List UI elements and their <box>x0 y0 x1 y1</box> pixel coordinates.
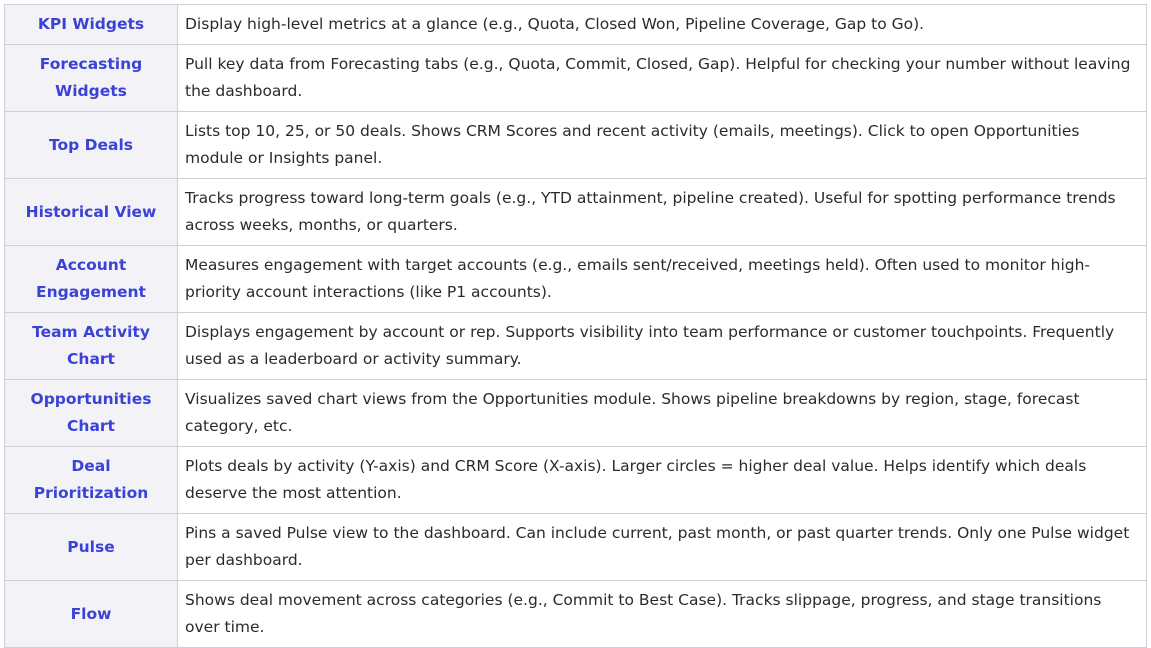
widget-description-cell: Displays engagement by account or rep. Supports visibility into team performance or customer touchpoints. Frequently used as a leaderboard or activity summary. <box>178 313 1147 380</box>
widget-name-cell: Forecasting Widgets <box>5 45 178 112</box>
widget-description-cell: Pins a saved Pulse view to the dashboard. Can include current, past month, or past quarter trends. Only one Pulse widget per dashboard. <box>178 514 1147 581</box>
table-row <box>5 380 1147 447</box>
widget-name-cell: Historical View <box>5 179 178 246</box>
table-row <box>5 447 1147 514</box>
table-row <box>5 514 1147 581</box>
widget-name-cell: Top Deals <box>5 112 178 179</box>
widget-description-cell: Measures engagement with target accounts (e.g., emails sent/received, meetings held). Often used to monitor high-priority account interactions (like P1 accounts). <box>178 246 1147 313</box>
widgets-table <box>4 4 1147 648</box>
widget-name-cell: Opportunities Chart <box>5 380 178 447</box>
widget-name-cell: Account Engagement <box>5 246 178 313</box>
widget-description-cell: Lists top 10, 25, or 50 deals. Shows CRM Scores and recent activity (emails, meetings). Click to open Opportunities module or Insights panel. <box>178 112 1147 179</box>
widget-description-cell: Visualizes saved chart views from the Opportunities module. Shows pipeline breakdowns by region, stage, forecast category, etc. <box>178 380 1147 447</box>
widget-name-cell: Team Activity Chart <box>5 313 178 380</box>
table-row <box>5 112 1147 179</box>
table-row <box>5 581 1147 648</box>
widget-description-cell: Pull key data from Forecasting tabs (e.g., Quota, Commit, Closed, Gap). Helpful for checking your number without leaving the dashboard. <box>178 45 1147 112</box>
table-row <box>5 313 1147 380</box>
table-row <box>5 45 1147 112</box>
widget-description-cell: Shows deal movement across categories (e.g., Commit to Best Case). Tracks slippage, progress, and stage transitions over time. <box>178 581 1147 648</box>
widget-description-cell: Tracks progress toward long-term goals (e.g., YTD attainment, pipeline created). Useful for spotting performance trends across weeks, months, or quarters. <box>178 179 1147 246</box>
widget-name-cell: Flow <box>5 581 178 648</box>
table-row <box>5 5 1147 45</box>
widget-name-cell: Deal Prioritization <box>5 447 178 514</box>
widget-description-cell: Plots deals by activity (Y-axis) and CRM Score (X-axis). Larger circles = higher deal value. Helps identify which deals deserve the most attention. <box>178 447 1147 514</box>
table-row <box>5 246 1147 313</box>
table-row <box>5 179 1147 246</box>
widget-name-cell: KPI Widgets <box>5 5 178 45</box>
widget-description-cell: Display high-level metrics at a glance (e.g., Quota, Closed Won, Pipeline Coverage, Gap to Go). <box>178 5 1147 45</box>
widget-name-cell: Pulse <box>5 514 178 581</box>
